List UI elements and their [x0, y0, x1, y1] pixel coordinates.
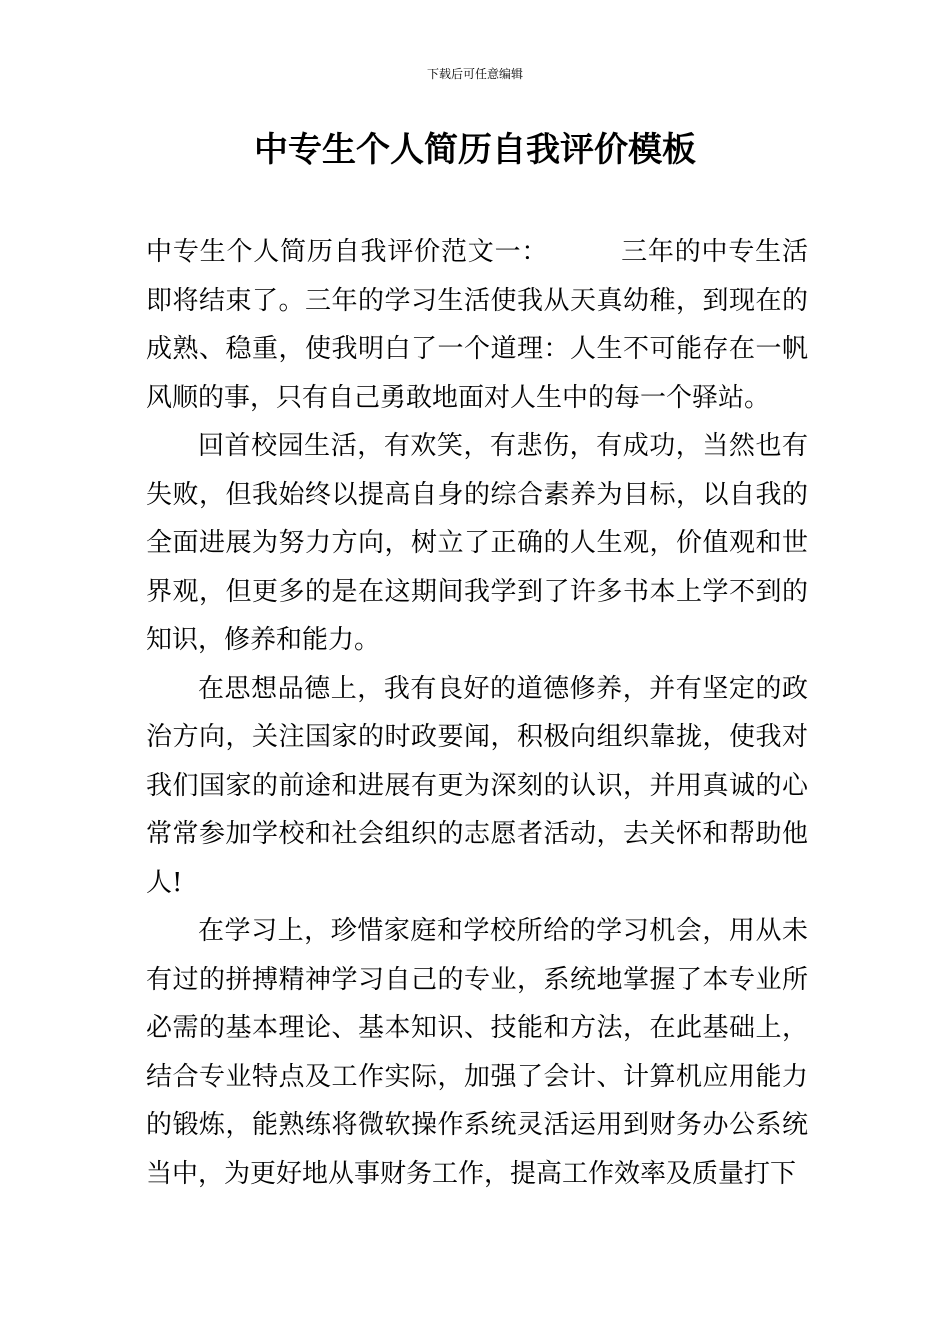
- paragraph-study: 在学习上，珍惜家庭和学校所给的学习机会，用从未有过的拼搏精神学习自己的专业，系统地掌握了本专业所必需的基本理论、基本知识、技能和方法，在此基础上，结合专业特点及工作实际，加强了会计、计算机应用能力的锻炼，能熟练将微软操作系统灵活运用到财务办公系统当中，为更好地从事财务工作，提高工作效率及质量打下: [146, 916, 808, 1189]
- header-note: 下载后可任意编辑: [426, 67, 523, 81]
- intro-paragraph: [146, 228, 808, 422]
- paragraph-campus-life: 回首校园生活，有欢笑，有悲伤，有成功，当然也有失败，但我始终以提高自身的综合素养为目标，以自我的全面进展为努力方向，树立了正确的人生观，价值观和世界观，但更多的是在这期间我学到了许多书本上学不到的知识，修养和能力。: [146, 431, 808, 655]
- intro-label: 中专生个人简历自我评价范文一：: [146, 237, 549, 267]
- document-body: [146, 228, 808, 1198]
- intro-text: 三年的中专生活即将结束了。三年的学习生活使我从天真幼稚，到现在的成熟、稳重，使我明白了一个道理：人生不可能存在一帆风顺的事，只有自己勇敢地面对人生中的每一个驿站。: [146, 237, 808, 413]
- page-title: 中专生个人简历自我评价模板: [254, 130, 696, 170]
- paragraph-moral-character: 在思想品德上，我有良好的道德修养，并有坚定的政治方向，关注国家的时政要闻，积极向组织靠拢，使我对我们国家的前途和进展有更为深刻的认识，并用真诚的心常常参加学校和社会组织的志愿者活动，去关怀和帮助他人!: [146, 673, 808, 898]
